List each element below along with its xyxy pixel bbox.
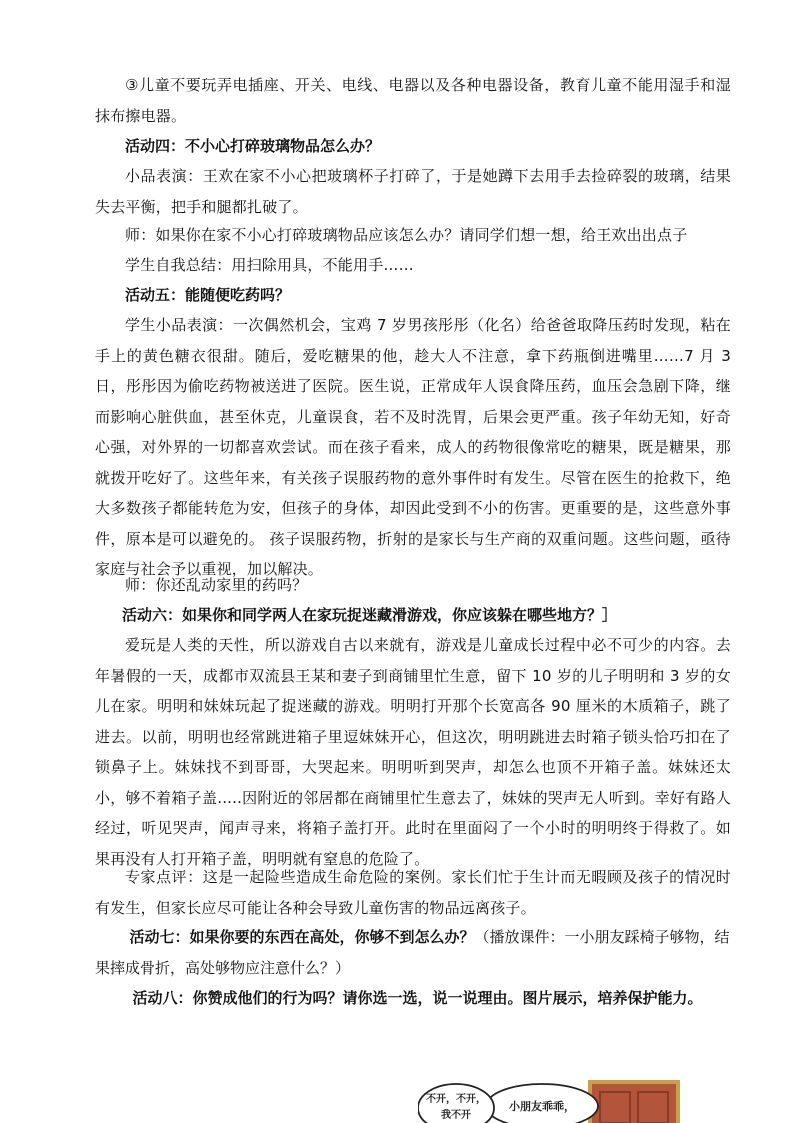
activity4-skit: 小品表演：王欢在家不小心把玻璃杯子打碎了，于是她蹲下去用手去捡碎裂的玻璃，结果失去平衡，把手和腿都扎破了。 [95,167,731,216]
activity7-heading [95,922,735,983]
activity7-note: （播放课件：一小朋友踩椅子够物，结果摔成骨折，高处够物应注意什么？） [95,928,730,977]
bubble-right-text: 小朋友乖乖， [509,1100,575,1113]
activity6-expert: 专家点评：这是一起险些造成生命危险的案例。家长们忙于生计而无暇顾及孩子的情况时有发生，但家长应尽可能让各种会导致儿童伤害的物品远离孩子。 [95,868,731,917]
safety-electric-paragraph: ③儿童不要玩弄电插座、开关、电线、电器以及各种电器设备，教育儿童不能用湿手和湿抹布擦电器。 [95,76,731,125]
activity7-title: 活动七：如果你要的东西在高处，你够不到怎么办？ [129,928,475,946]
illustration-cartoon [418,1068,680,1123]
activity5-teacher: 师：你还乱动家里的药吗？ [125,576,308,594]
cartoon-svg [418,1068,680,1123]
bubble-left-text: 不开，不开， [426,1094,486,1105]
activity4-summary: 学生自我总结：用扫除用具，不能用手…… [125,256,414,274]
activity6-heading: 活动六：如果你和同学两人在家玩捉迷藏滑游戏，你应该躲在哪些地方？］ [122,606,618,624]
bubble-left-text-cut: 我不开 [441,1110,471,1121]
activity4-teacher: 师：如果你在家不小心打碎玻璃物品应该怎么办？请同学们想一想，给王欢出出点子 [125,226,688,244]
door [592,1084,676,1123]
activity5-skit: 学生小品表演：一次偶然机会，宝鸡 7 岁男孩彤彤（化名）给爸爸取降压药时发现，粘在手上的黄色糖衣很甜。随后，爱吃糖果的他，趁大人不注意，拿下药瓶倒进嘴里……7 月 3 日，彤彤因为偷吃药物被送进了医院。医生说，正常成年人误食降压药，血压会急剧下降，继而影响心脏供血，甚至休克，儿童误食，若不及时洗胃，后果会更严重。孩子年幼无知，好奇心强，对外界的一切都喜欢尝试。而在孩子看来，成人的药物很像常吃的糖果，既是糖果，那就拨开吃好了。这些年来，有关孩子误服药物的意外事件时有发生。尽管在医生的抢救下，绝大多数孩子都能转危为安，但孩子的身体，却因此受到不小的伤害。更重要的是，这些意外事件，原本是可以避免的。 孩子误服药物，折射的是家长与生产商的双重问题。这些问题，亟待家庭与社会予以重视，加以解决。 [95,316,731,578]
activity5-heading: 活动五：能随便吃药吗？ [125,286,291,304]
activity6-story: 爱玩是人类的天性，所以游戏自古以来就有，游戏是儿童成长过程中必不可少的内容。去年暑假的一天，成都市双流县王某和妻子到商铺里忙生意，留下 10 岁的儿子明明和 3 岁的女儿在家。明明和妹妹玩起了捉迷藏的游戏。明明打开那个长宽高各 90 厘米的木质箱子，跳了进去。以前，明明也经常跳进箱子里逗妹妹开心，但这次，明明跳进去时箱子锁头恰巧扣在了锁鼻子上。妹妹找不到哥哥，大哭起来。明明听到哭声，却怎么也顶不开箱子盖。妹妹还太小，够不着箱子盖.....因附近的邻居都在商铺里忙生意去了，妹妹的哭声无人听到。幸好有路人经过，听见哭声，闻声寻来，将箱子盖打开。此时在里面闷了一个小时的明明终于得救了。如果再没有人打开箱子盖，明明就有窒息的危险了。 [95,636,731,868]
activity4-heading: 活动四：不小心打碎玻璃物品怎么办？ [125,137,381,155]
activity8-heading: 活动八：你赞成他们的行为吗？请你选一选，说一说理由。图片展示，培养保护能力。 [132,989,703,1007]
